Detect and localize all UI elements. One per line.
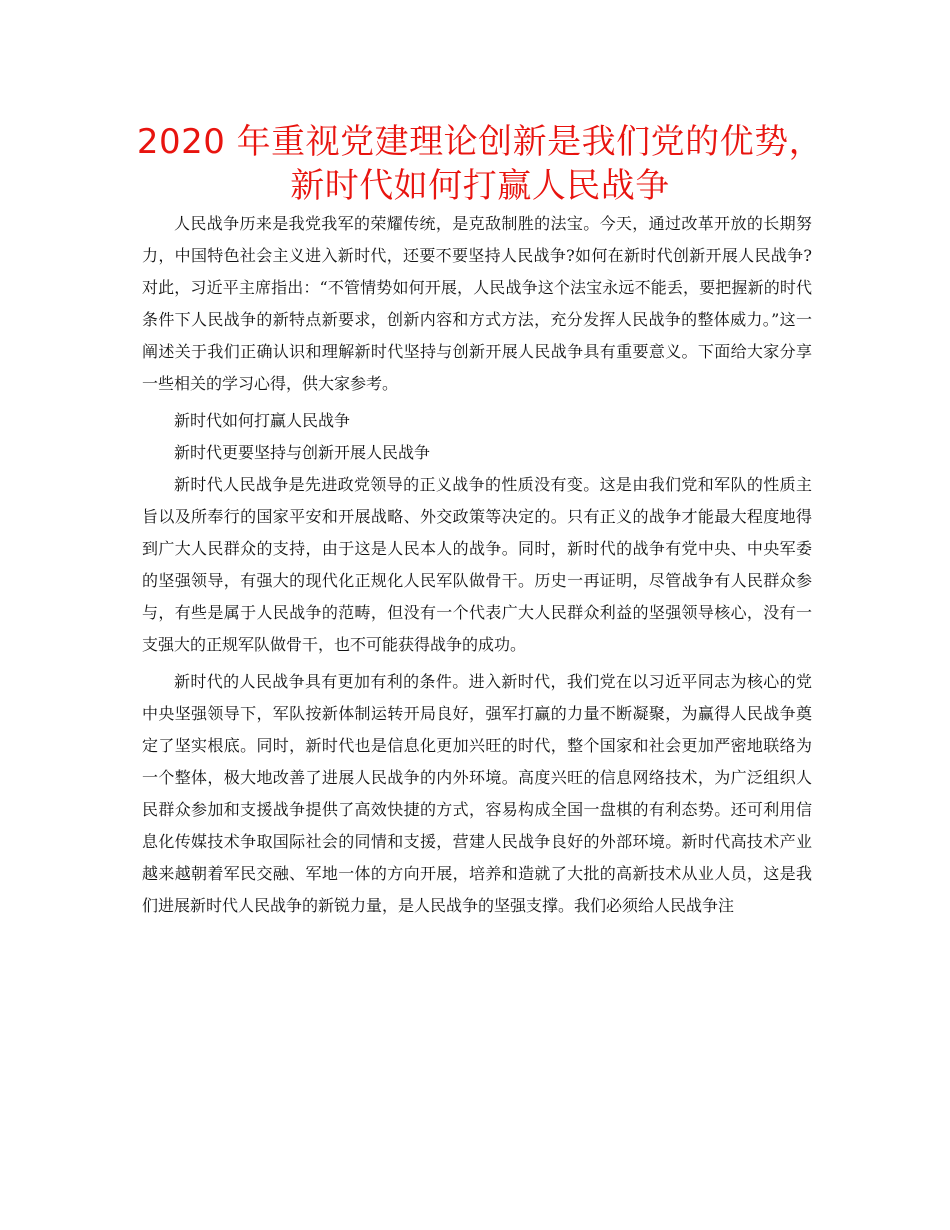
paragraph-heading-1: 新时代如何打赢人民战争 — [174, 411, 351, 430]
paragraph-intro: 人民战争历来是我党我军的荣耀传统，是克敌制胜的法宝。今天，通过改革开放的长期努力，中国特色社会主义进入新时代，还要不要坚持人民战争?如何在新时代创新开展人民战争?对此，习近平主席指出：“不管情势如何开展，人民战争这个法宝永远不能丢，要把握新的时代条件下人民战争的新特点新要求，创新内容和方式方法，充分发挥人民战争的整体威力。”这一阐述关于我们正确认识和理解新时代坚持与创新开展人民战争具有重要意义。下面给大家分享一些相关的学习心得，供大家参考。 — [142, 214, 812, 393]
document-body — [142, 208, 812, 927]
paragraph-conditions: 新时代的人民战争具有更加有利的条件。进入新时代，我们党在以习近平同志为核心的党中央坚强领导下，军队按新体制运转开局良好，强军打赢的力量不断凝聚，为赢得人民战争奠定了坚实根底。同时，新时代也是信息化更加兴旺的时代，整个国家和社会更加严密地联络为一个整体，极大地改善了进展人民战争的内外环境。高度兴旺的信息网络技术，为广泛组织人民群众参加和支援战争提供了高效快捷的方式，容易构成全国一盘棋的有利态势。还可利用信息化传媒技术争取国际社会的同情和支援，营建人民战争良好的外部环境。新时代高技术产业越来越朝着军民交融、军地一体的方向开展，培养和造就了大批的高新技术从业人员，这是我们进展新时代人民战争的新锐力量，是人民战争的坚强支撑。我们必须给人民战争注 — [142, 672, 812, 915]
paragraph-nature: 新时代人民战争是先进政党领导的正义战争的性质没有变。这是由我们党和军队的性质主旨以及所奉行的国家平安和开展战略、外交政策等决定的。只有正义的战争才能最大程度地得到广大人民群众的支持，由于这是人民本人的战争。同时，新时代的战争有党中央、中央军委的坚强领导，有强大的现代化正规化人民军队做骨干。历史一再证明，尽管战争有人民群众参与，有些是属于人民战争的范畴，但没有一个代表广大人民群众利益的坚强领导核心，没有一支强大的正规军队做骨干，也不可能获得战争的成功。 — [142, 475, 812, 654]
paragraph-heading-2: 新时代更要坚持与创新开展人民战争 — [174, 443, 431, 462]
document-title: 2020 年重视党建理论创新是我们党的优势，新时代如何打赢人民战争 — [136, 122, 824, 206]
